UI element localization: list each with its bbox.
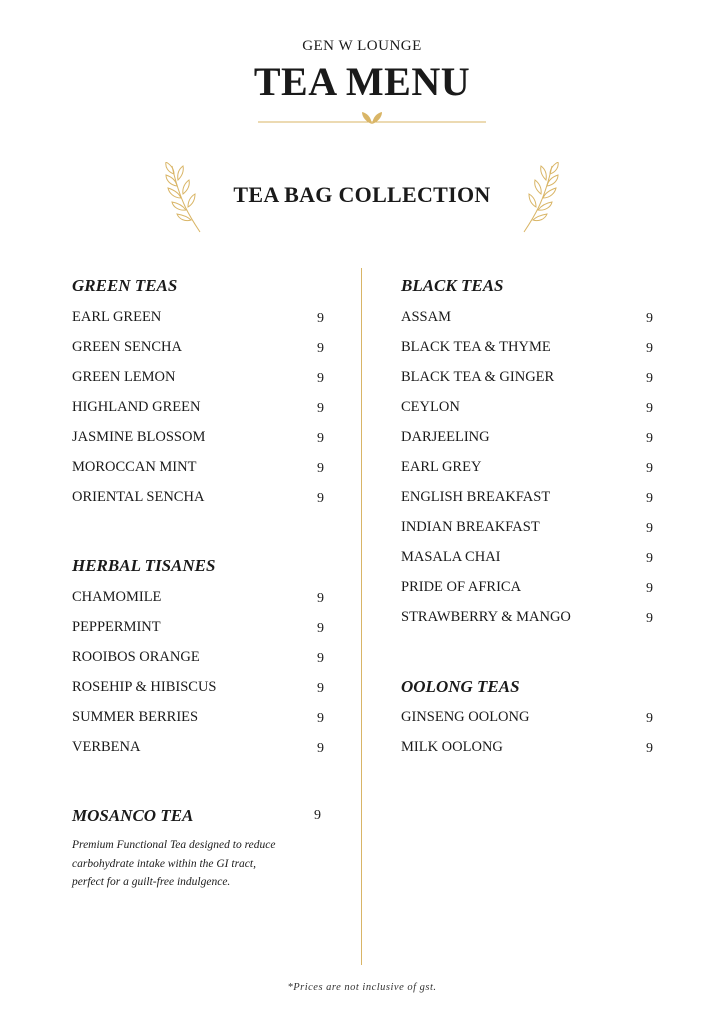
item-price: 9 [317,711,324,726]
item-price: 9 [646,341,653,356]
mosanco-description: Premium Functional Tea designed to reduce carbohydrate intake within the GI tract, perfect for a guilt-free indulgence. [72,839,276,888]
menu-item [72,459,324,479]
menu-item [401,519,653,539]
menu-item [72,489,324,509]
item-price: 9 [317,401,324,416]
item-price: 9 [317,681,324,696]
menu-item [401,609,653,629]
item-name: SUMMER BERRIES [72,709,199,725]
item-name: HIGHLAND GREEN [72,399,201,415]
item-name: MASALA CHAI [401,549,501,565]
item-price: 9 [317,651,324,666]
menu-item [401,399,653,419]
laurel-sprig-icon [520,162,564,234]
menu-item [72,679,324,699]
herbal-tisanes-heading: HERBAL TISANES [72,556,216,575]
menu-item [401,549,653,569]
item-name: CEYLON [401,399,460,415]
menu-item [72,619,324,639]
menu-item [401,489,653,509]
item-name: CHAMOMILE [72,589,162,605]
venue-name: GEN W LOUNGE [302,38,422,54]
item-price: 9 [646,521,653,536]
menu-item [72,709,324,729]
item-name: ROOIBOS ORANGE [72,649,200,665]
item-price: 9 [317,621,324,636]
item-name: ROSEHIP & HIBISCUS [72,679,217,695]
item-name: BLACK TEA & GINGER [401,369,555,385]
item-price: 9 [646,311,653,326]
item-price: 9 [317,311,324,326]
item-price: 9 [646,711,653,726]
item-price: 9 [646,461,653,476]
menu-item [401,709,653,729]
item-name: ASSAM [401,309,451,325]
item-price: 9 [317,741,324,756]
menu-item [72,369,324,389]
item-price: 9 [317,491,324,506]
item-price: 9 [317,341,324,356]
item-name: PRIDE OF AFRICA [401,579,522,595]
item-name: ORIENTAL SENCHA [72,489,205,505]
section-title: TEA BAG COLLECTION [233,182,491,207]
leaf-divider-icon [258,110,486,128]
item-price: 9 [317,591,324,606]
item-price: 9 [646,611,653,626]
menu-item [401,739,653,759]
menu-item [72,429,324,449]
item-name: PEPPERMINT [72,619,161,635]
menu-item [401,309,653,329]
item-name: EARL GREY [401,459,482,475]
item-price: 9 [646,581,653,596]
item-name: EARL GREEN [72,309,162,325]
item-price: 9 [317,371,324,386]
price-footnote: *Prices are not inclusive of gst. [287,982,437,993]
menu-item [72,339,324,359]
item-name: DARJEELING [401,429,490,445]
item-price: 9 [317,431,324,446]
menu-item [72,739,324,759]
menu-item [72,399,324,419]
menu-item [401,369,653,389]
item-name: INDIAN BREAKFAST [401,519,540,535]
item-name: MOROCCAN MINT [72,459,197,475]
item-price: 9 [314,808,321,823]
menu-item [72,649,324,669]
menu-item [72,589,324,609]
item-name: GREEN SENCHA [72,339,182,355]
black-teas-heading: BLACK TEAS [401,276,504,295]
item-name: BLACK TEA & THYME [401,339,551,355]
menu-item [401,459,653,479]
mosanco-heading: MOSANCO TEA [72,806,194,825]
oolong-teas-heading: OOLONG TEAS [401,677,520,696]
item-price: 9 [646,371,653,386]
column-divider [361,268,362,965]
item-price: 9 [646,491,653,506]
green-teas-heading: GREEN TEAS [72,276,178,295]
item-name: MILK OOLONG [401,739,503,755]
item-name: GREEN LEMON [72,369,176,385]
item-price: 9 [646,431,653,446]
item-name: ENGLISH BREAKFAST [401,489,551,505]
item-price: 9 [646,741,653,756]
menu-title: TEA MENU [253,59,471,104]
menu-item [401,339,653,359]
item-name: STRAWBERRY & MANGO [401,609,571,625]
item-name: JASMINE BLOSSOM [72,429,206,445]
menu-item [72,309,324,329]
item-name: GINSENG OOLONG [401,709,530,725]
menu-item [401,579,653,599]
item-price: 9 [646,551,653,566]
item-name: VERBENA [72,739,141,755]
item-price: 9 [646,401,653,416]
item-price: 9 [317,461,324,476]
menu-item [401,429,653,449]
